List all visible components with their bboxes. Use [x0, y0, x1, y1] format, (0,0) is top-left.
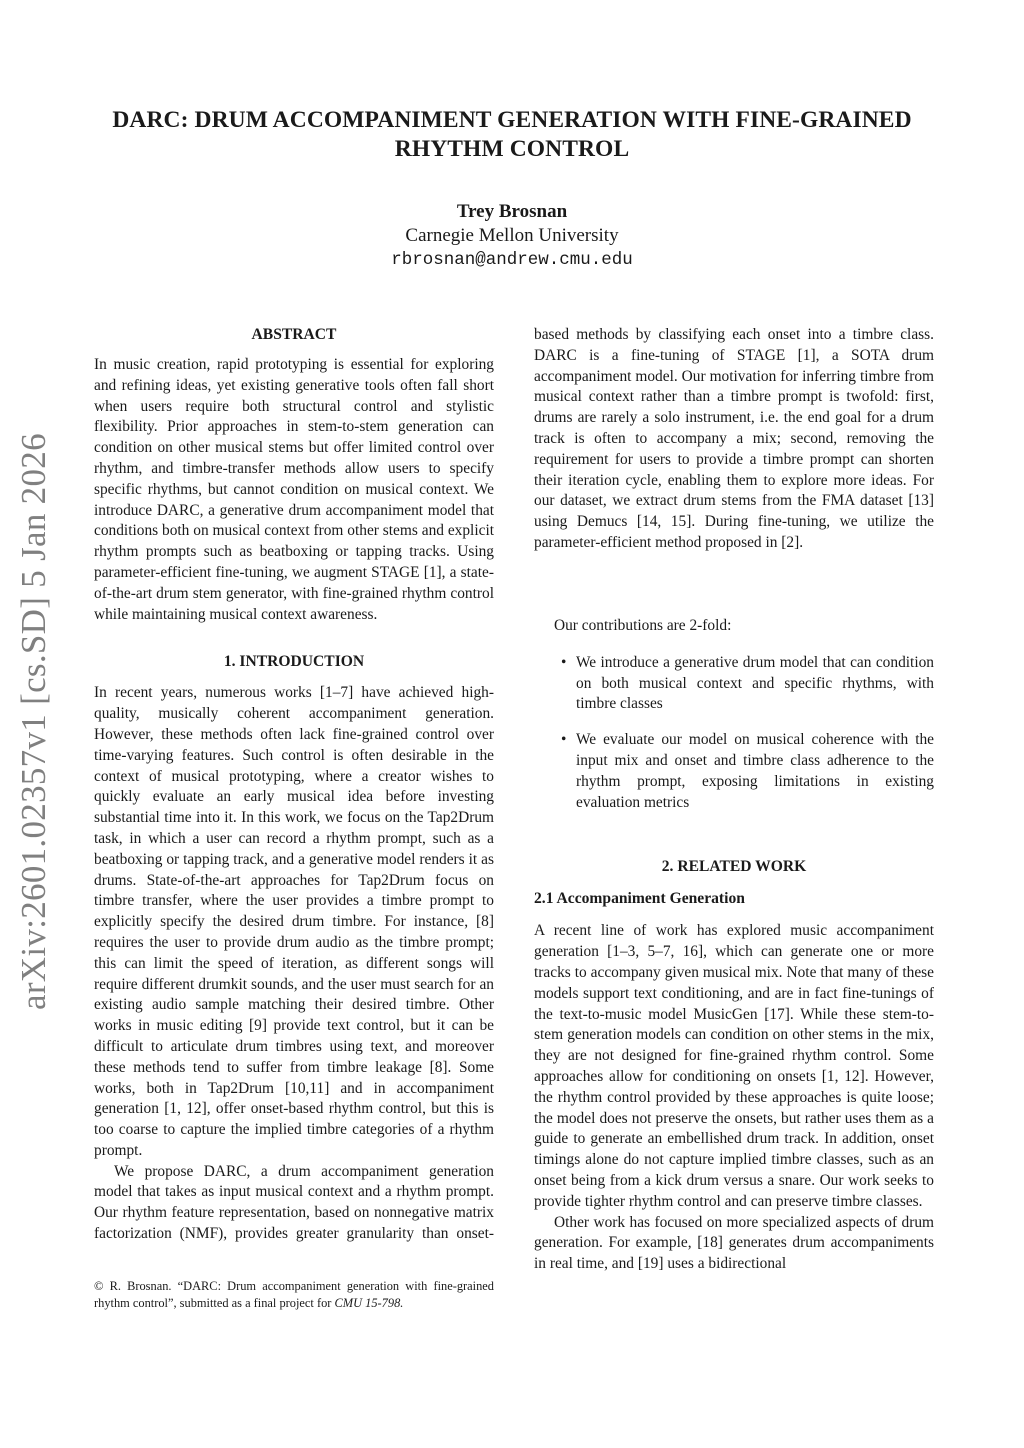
list-item: [534, 730, 934, 813]
introduction-paragraph-1: In recent years, numerous works [1–7] have achieved high-quality, musically coherent accompaniment generation. However, these methods often lack fine-grained control over time-varying features. Such control is often desirable in the context of musical prototyping, where a creator wishes to quickly evaluate an early musical idea before investing substantial time into it. In this work, we focus on the Tap2Drum task, in which a user can record a rhythm prompt, such as a beatboxing or tapping track, and a generative model renders it as drums. State-of-the-art approaches for Tap2Drum focus on timbre transfer, where the user provides a timbre prompt to explicitly specify the desired drum timbre. For instance, [8] requires the user to provide drum audio as the timbre prompt; this can limit the speed of iteration, as different songs will require different drumkit sounds, and the user must search for an existing audio sample matching their desired timbre. Other works in music editing [9] provide text control, but it can be difficult to articulate drum timbres using text, and moreover these methods tend to suffer from timbre leakage [8]. Some works, both in Tap2Drum [10,11] and in accompaniment generation [1, 12], offer onset-based rhythm control, but this is too coarse to capture the implied timbre categories of a rhythm prompt.: [94, 684, 494, 1159]
related-work-paragraph-1: A recent line of work has explored music accompaniment generation [1–3, 5–7, 16], which can generate one or more tracks to accompany given musical mix. Note that many of these models support text conditioning, and are in fact fine-tunings of the text-to-music model MusicGen [17]. While these stem-to-stem generation models can condition on other stems in the mix, they are not designed for fine-grained rhythm control. Some approaches allow for conditioning on onsets [1, 12]. However, the rhythm control provided by these approaches is quite loose; the model does not preserve the onsets, but rather uses them as a guide to generate an embellished drum track. In addition, onset timings alone do not capture implied timbre classes, such as an onset being from a kick drum versus a snare. Our work seeks to provide tighter rhythm control and can preserve timbre classes.: [534, 922, 934, 1210]
contribution-1-text: We introduce a generative drum model that can condition on both musical context and specific rhythms, with timbre classes: [576, 653, 934, 713]
introduction-heading: 1. INTRODUCTION: [223, 653, 365, 671]
related-work-paragraph-2: Other work has focused on more specialized aspects of drum generation. For example, [18] generates drum accompaniments in real time, and [19] uses a bidirectional: [534, 1213, 934, 1273]
related-work-heading: 2. RELATED WORK: [661, 858, 807, 876]
author-name: Trey Brosnan: [456, 201, 568, 222]
contributions-list: [534, 653, 934, 814]
title-line-2: RHYTHM CONTROL: [394, 136, 630, 162]
right-column-continuation: [534, 325, 934, 616]
author-email: rbrosnan@andrew.cmu.edu: [391, 250, 633, 270]
author-affiliation: Carnegie Mellon University: [405, 225, 619, 246]
abstract-text: In music creation, rapid prototyping is essential for exploring and refining ideas, yet existing generative tools often fall short when users require both structural control and stylistic flexibility. Prior approaches in stem-to-stem generation can condition on other musical stems but offer limited control over rhythm, and timbre-transfer methods allow users to specify specific rhythms, but cannot condition on musical context. We introduce DARC, a generative drum accompaniment model that conditions both on musical context from other stems and explicit rhythm prompts such as beatboxing or tapping tracks. Using parameter-efficient fine-tuning, we augment STAGE [1], a state-of-the-art drum stem generator, with fine-grained rhythm control while maintaining musical context awareness.: [94, 356, 494, 623]
list-item: [534, 653, 934, 715]
introduction-paragraph-2-continued: based methods by classifying each onset into a timbre class. DARC is a fine-tuning of STAGE [1], a SOTA drum accompaniment model. Our motivation for inferring timbre from musical context rather than a timbre prompt is twofold: first, drums are rarely a solo instrument, i.e. the end goal for a drum track is often to accompany a mix; second, removing the requirement for users to provide a timbre prompt can shorten their iteration cycle, enabling them to explore more ideas. For our dataset, we extract drum stems from the FMA dataset [13] using Demucs [14, 15]. During fine-tuning, we utilize the parameter-efficient method proposed in [2].: [534, 326, 934, 551]
bullet-icon: •: [561, 731, 567, 749]
bullet-icon: •: [561, 653, 567, 671]
contributions-intro: Our contributions are 2-fold:: [554, 617, 732, 634]
copyright-footnote: [94, 1278, 494, 1312]
contribution-2-text: We evaluate our model on musical coherence with the input mix and onset and timbre class adherence to the rhythm prompt, exposing limitations in existing evaluation metrics: [576, 731, 934, 811]
accompaniment-generation-subheading: 2.1 Accompaniment Generation: [534, 890, 745, 908]
paper-title: [60, 106, 964, 164]
arxiv-sidebar-stamp: arXiv:2601.02357v1 [cs.SD] 5 Jan 2026: [14, 433, 53, 1010]
abstract-heading: ABSTRACT: [251, 326, 337, 343]
title-line-1: DARC: DRUM ACCOMPANIMENT GENERATION WITH FINE-GRAINED: [112, 107, 912, 133]
author-block: [0, 200, 1024, 272]
continuation-wrapper: [534, 325, 934, 554]
left-column: [94, 325, 494, 1245]
introduction-paragraph-2: We propose DARC, a drum accompaniment generation model that takes as input musical context and a rhythm prompt. Our rhythm feature representation, based on nonnegative matrix factorization (NMF), provides greater granularity than onset-: [94, 1162, 494, 1243]
footnote-text: © R. Brosnan. “DARC: Drum accompaniment generation with fine-grained rhythm control”, submitted as a final project for: [94, 1279, 494, 1310]
footnote-course: CMU 15-798.: [334, 1296, 404, 1310]
